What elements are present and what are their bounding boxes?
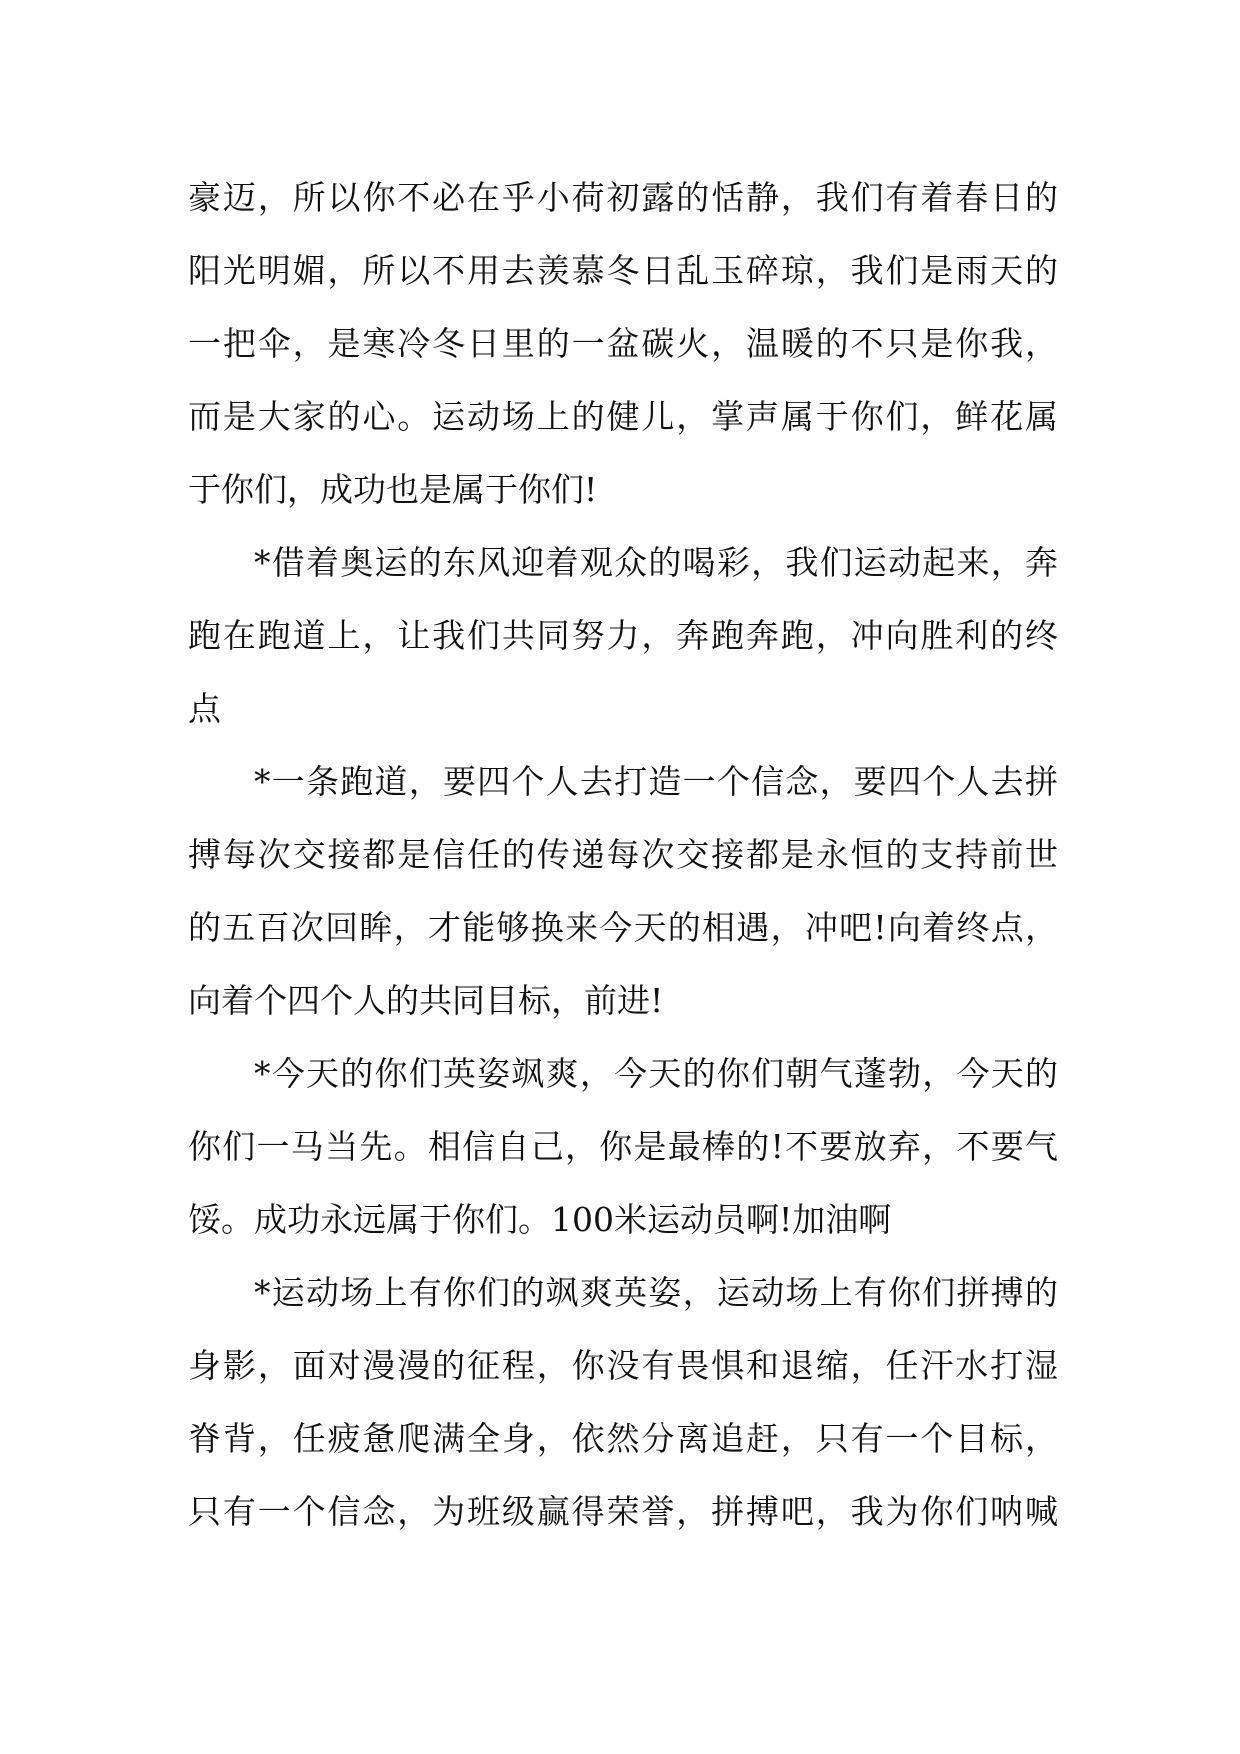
text-line: 只有一个信念，为班级赢得荣誉，拼搏吧，我为你们呐喊 [188, 1492, 1058, 1531]
text-line: 搏每次交接都是信任的传递每次交接都是永恒的支持前世 [188, 835, 1058, 874]
text-line: 一把伞，是寒冷冬日里的一盆碳火，温暖的不只是你我， [188, 324, 1058, 363]
text-line: 向着个四个人的共同目标，前进! [188, 981, 664, 1020]
text-line: 你们一马当先。相信自己，你是最棒的!不要放弃，不要气 [188, 1127, 1058, 1166]
text-line: 馁。成功永远属于你们。100米运动员啊!加油啊 [188, 1200, 892, 1239]
paragraph-start-line: *一条跑道，要四个人去打造一个信念，要四个人去拼 [254, 762, 1058, 801]
text-line: 跑在跑道上，让我们共同努力，奔跑奔跑，冲向胜利的终 [188, 616, 1058, 655]
paragraph-start-line: *借着奥运的东风迎着观众的喝彩，我们运动起来，奔 [254, 543, 1058, 582]
text-line: 于你们，成功也是属于你们! [188, 470, 598, 509]
text-line: 而是大家的心。运动场上的健儿，掌声属于你们，鲜花属 [188, 397, 1058, 436]
paragraph-start-line: *今天的你们英姿飒爽，今天的你们朝气蓬勃，今天的 [254, 1054, 1058, 1093]
text-line: 身影，面对漫漫的征程，你没有畏惧和退缩，任汗水打湿 [188, 1346, 1058, 1385]
text-line: 的五百次回眸，才能够换来今天的相遇，冲吧!向着终点， [188, 908, 1058, 947]
text-line: 脊背，任疲惫爬满全身，依然分离追赶，只有一个目标， [188, 1419, 1058, 1458]
text-line: 阳光明媚，所以不用去羡慕冬日乱玉碎琼，我们是雨天的 [188, 251, 1058, 290]
text-line: 点 [188, 689, 221, 728]
text-line: 豪迈，所以你不必在乎小荷初露的恬静，我们有着春日的 [188, 178, 1058, 217]
paragraph-start-line: *运动场上有你们的飒爽英姿，运动场上有你们拼搏的 [254, 1273, 1058, 1312]
